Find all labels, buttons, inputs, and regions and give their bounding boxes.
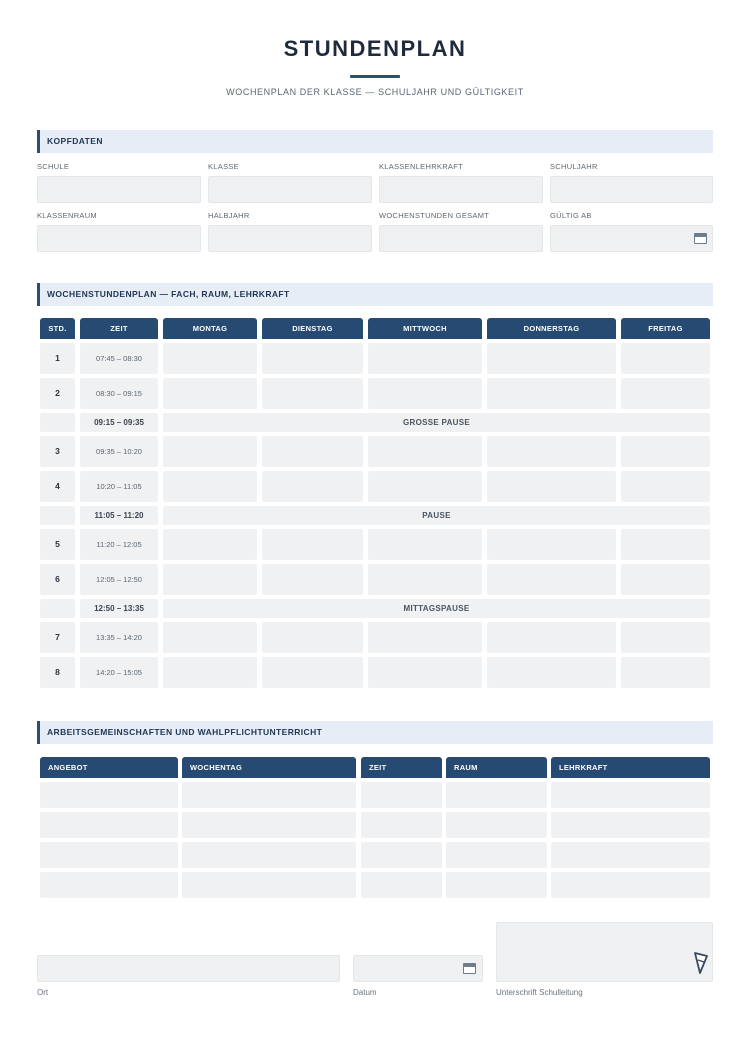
lesson-cell[interactable] — [368, 657, 482, 688]
break-time: 12:50 – 13:35 — [80, 599, 158, 618]
field-label-halbjahr: HALBJAHR — [208, 211, 250, 220]
title-rule — [350, 75, 400, 78]
th-std: STD. — [40, 318, 75, 339]
lesson-cell[interactable] — [163, 564, 257, 595]
page-title: STUNDENPLAN — [283, 36, 467, 61]
klassenraum-field[interactable] — [37, 225, 201, 252]
ag-cell[interactable] — [182, 872, 356, 898]
break-label: PAUSE — [163, 506, 710, 525]
section-timetable-heading: WOCHENSTUNDENPLAN — FACH, RAUM, LEHRKRAFT — [37, 283, 713, 306]
halbjahr-field[interactable] — [208, 225, 372, 252]
lesson-number: 7 — [40, 622, 75, 653]
lesson-cell[interactable] — [368, 471, 482, 502]
ag-cell[interactable] — [182, 842, 356, 868]
lesson-cell[interactable] — [262, 378, 363, 409]
ag-cell[interactable] — [361, 872, 442, 898]
ag-th-raum: RAUM — [446, 757, 547, 778]
break-time: 11:05 – 11:20 — [80, 506, 158, 525]
calendar-icon[interactable] — [463, 963, 476, 974]
wochenstunden-field[interactable] — [379, 225, 543, 252]
th-mittwoch: MITTWOCH — [368, 318, 482, 339]
field-label-klasse: KLASSE — [208, 162, 239, 171]
field-label-wochenstunden: WOCHENSTUNDEN GESAMT — [379, 211, 490, 220]
th-zeit: ZEIT — [80, 318, 158, 339]
ag-cell[interactable] — [361, 812, 442, 838]
lesson-cell[interactable] — [163, 529, 257, 560]
th-freitag: FREITAG — [621, 318, 710, 339]
lesson-cell[interactable] — [487, 343, 616, 374]
field-label-klassenraum: KLASSENRAUM — [37, 211, 97, 220]
lesson-time: 09:35 – 10:20 — [80, 436, 158, 467]
lesson-cell[interactable] — [487, 622, 616, 653]
ag-cell[interactable] — [551, 812, 710, 838]
lesson-cell[interactable] — [262, 471, 363, 502]
lesson-number: 8 — [40, 657, 75, 688]
lesson-number: 5 — [40, 529, 75, 560]
ag-cell[interactable] — [446, 812, 547, 838]
ag-th-wochentag: WOCHENTAG — [182, 757, 356, 778]
pen-icon — [693, 951, 709, 975]
place-field[interactable] — [37, 955, 340, 982]
ag-cell[interactable] — [40, 782, 178, 808]
lesson-cell[interactable] — [621, 471, 710, 502]
place-label: Ort — [37, 988, 49, 997]
ag-cell[interactable] — [40, 842, 178, 868]
ag-cell[interactable] — [551, 842, 710, 868]
ag-cell[interactable] — [182, 782, 356, 808]
lesson-number: 1 — [40, 343, 75, 374]
klasse-field[interactable] — [208, 176, 372, 203]
ag-cell[interactable] — [40, 812, 178, 838]
date-label: Datum — [353, 988, 377, 997]
page-subtitle: WOCHENPLAN DER KLASSE — SCHULJAHR UND GÜLTIGKEIT — [226, 87, 524, 97]
ag-th-angebot: ANGEBOT — [40, 757, 178, 778]
lesson-cell[interactable] — [163, 436, 257, 467]
field-label-gueltig-ab: GÜLTIG AB — [550, 211, 592, 220]
schule-field[interactable] — [37, 176, 201, 203]
ag-th-zeit: ZEIT — [361, 757, 442, 778]
th-donnerstag: DONNERSTAG — [487, 318, 616, 339]
lesson-cell[interactable] — [487, 436, 616, 467]
ag-cell[interactable] — [182, 812, 356, 838]
ag-cell[interactable] — [446, 782, 547, 808]
ag-cell[interactable] — [446, 842, 547, 868]
break-label: MITTAGSPAUSE — [163, 599, 710, 618]
lesson-time: 14:20 – 15:05 — [80, 657, 158, 688]
lesson-cell[interactable] — [163, 378, 257, 409]
lesson-cell[interactable] — [163, 622, 257, 653]
lesson-number: 6 — [40, 564, 75, 595]
lesson-cell[interactable] — [621, 378, 710, 409]
lesson-time: 08:30 – 09:15 — [80, 378, 158, 409]
lesson-cell[interactable] — [368, 378, 482, 409]
lesson-cell[interactable] — [262, 657, 363, 688]
lesson-cell[interactable] — [621, 436, 710, 467]
lesson-cell[interactable] — [368, 622, 482, 653]
break-blank — [40, 413, 75, 432]
signature-field[interactable] — [496, 922, 713, 982]
lesson-cell[interactable] — [487, 471, 616, 502]
schuljahr-field[interactable] — [550, 176, 713, 203]
lesson-cell[interactable] — [621, 343, 710, 374]
lesson-cell[interactable] — [487, 529, 616, 560]
section-kopfdaten-heading: KOPFDATEN — [37, 130, 713, 153]
lesson-cell[interactable] — [487, 657, 616, 688]
ag-cell[interactable] — [361, 842, 442, 868]
th-dienstag: DIENSTAG — [262, 318, 363, 339]
lesson-cell[interactable] — [262, 343, 363, 374]
lesson-cell[interactable] — [368, 436, 482, 467]
gueltig-ab-field[interactable] — [550, 225, 713, 252]
ag-th-lehrkraft: LEHRKRAFT — [551, 757, 710, 778]
lesson-cell[interactable] — [163, 471, 257, 502]
lesson-cell[interactable] — [487, 564, 616, 595]
ag-cell[interactable] — [361, 782, 442, 808]
lesson-time: 07:45 – 08:30 — [80, 343, 158, 374]
break-label: GROSSE PAUSE — [163, 413, 710, 432]
lesson-number: 3 — [40, 436, 75, 467]
th-montag: MONTAG — [163, 318, 257, 339]
lesson-time: 13:35 – 14:20 — [80, 622, 158, 653]
calendar-icon[interactable] — [694, 233, 707, 244]
lesson-cell[interactable] — [487, 378, 616, 409]
lesson-number: 2 — [40, 378, 75, 409]
lesson-time: 11:20 – 12:05 — [80, 529, 158, 560]
break-blank — [40, 599, 75, 618]
lesson-time: 12:05 – 12:50 — [80, 564, 158, 595]
break-time: 09:15 – 09:35 — [80, 413, 158, 432]
lesson-cell[interactable] — [262, 564, 363, 595]
ag-cell[interactable] — [40, 872, 178, 898]
signature-label: Unterschrift Schulleitung — [496, 988, 583, 997]
klassenlehrkraft-field[interactable] — [379, 176, 543, 203]
ag-cell[interactable] — [446, 872, 547, 898]
lesson-cell[interactable] — [368, 343, 482, 374]
lesson-cell[interactable] — [621, 564, 710, 595]
break-blank — [40, 506, 75, 525]
field-label-schuljahr: SCHULJAHR — [550, 162, 598, 171]
lesson-cell[interactable] — [262, 529, 363, 560]
lesson-cell[interactable] — [621, 657, 710, 688]
lesson-cell[interactable] — [621, 529, 710, 560]
date-field[interactable] — [353, 955, 483, 982]
ag-cell[interactable] — [551, 782, 710, 808]
lesson-cell[interactable] — [163, 657, 257, 688]
lesson-cell[interactable] — [163, 343, 257, 374]
lesson-time: 10:20 – 11:05 — [80, 471, 158, 502]
ag-cell[interactable] — [551, 872, 710, 898]
lesson-cell[interactable] — [621, 622, 710, 653]
section-ag-heading: ARBEITSGEMEINSCHAFTEN UND WAHLPFLICHTUNTERRICHT — [37, 721, 713, 744]
lesson-cell[interactable] — [262, 436, 363, 467]
lesson-cell[interactable] — [368, 529, 482, 560]
field-label-klassenlehrkraft: KLASSENLEHRKRAFT — [379, 162, 463, 171]
lesson-number: 4 — [40, 471, 75, 502]
lesson-cell[interactable] — [262, 622, 363, 653]
field-label-schule: SCHULE — [37, 162, 70, 171]
lesson-cell[interactable] — [368, 564, 482, 595]
